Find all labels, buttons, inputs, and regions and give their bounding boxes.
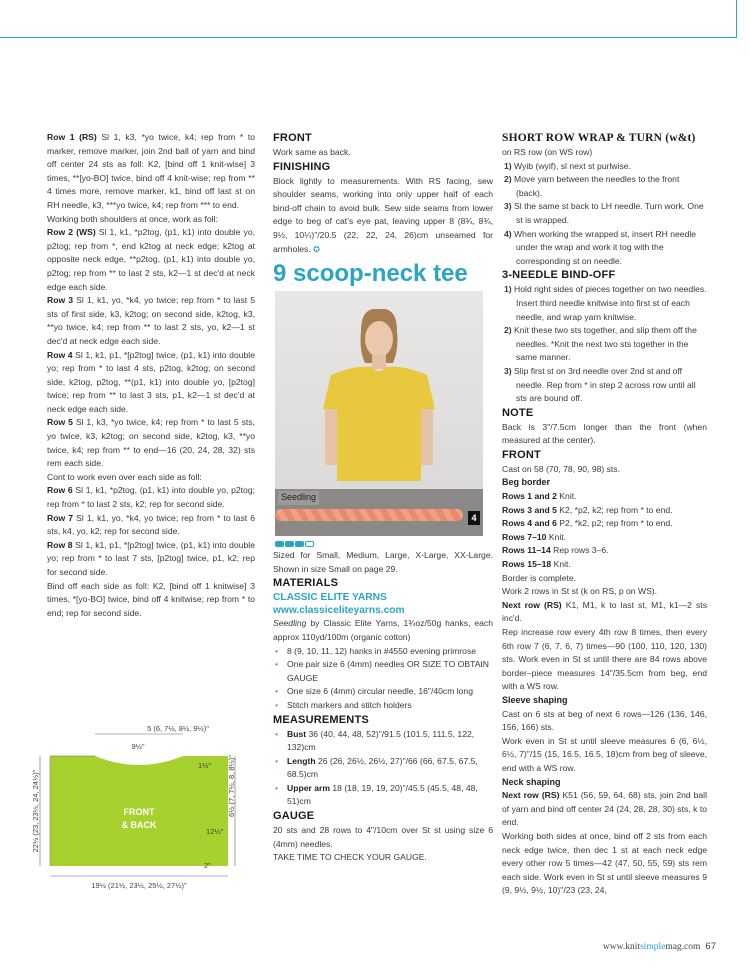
dim-border: 2" (204, 861, 211, 870)
paragraph: Work even in St st until sleeve measures 6 (6, 6½, 6½, 7)"/15 (15, 16.5, 16.5, 18)cm from beg of sleeve, end with a WS row. (502, 735, 707, 773)
subheading-sleeve: Sleeve shaping (502, 694, 568, 705)
paragraph: Row 8 Sl 1, k1, p1, *[p2tog] twice, (p1, k1) into double yo; rep from * to last 7 sts, [p2tog] twice, p1, k2; rep for second side. (47, 539, 255, 577)
model-illustration (275, 291, 483, 489)
paragraph: Rows 15–18 Knit. (502, 559, 571, 570)
paragraph: Rep increase row every 4th row 8 times, then every 6th row 7 (6, 7, 6, 7) times—90 (100, 110, 120, 130) sts. Work even in St st until there are 84 rows above border–piece measures 14"/35.5cm from beg, end with a WS row. (502, 627, 707, 692)
top-rule (0, 37, 736, 38)
page-number: 67 (705, 941, 716, 952)
paragraph: Bind off each side as foll: K2, [bind off 1 knitwise] 3 times, *[yo-BO] twice, bind off 4 knitwise; rep from * to end; rep for second side. (47, 580, 255, 618)
corner-rule (736, 0, 737, 38)
paragraph: Cont to work even over each side as foll: (47, 471, 202, 482)
list-item: • One pair size 6 (4mm) needles OR SIZE TO OBTAIN GAUGE (283, 658, 493, 685)
paragraph: Next row (RS) K1, M1, k to last st, M1, k1—2 sts inc'd. (502, 599, 707, 624)
heading-bind-off: 3-NEEDLE BIND-OFF (502, 269, 616, 282)
heading-measurements: MEASUREMENTS (273, 713, 369, 726)
list-item: • Stitch markers and stitch holders (283, 699, 493, 713)
garment-schematic (28, 716, 258, 896)
yarn-swatch (275, 489, 483, 536)
list-item: 1) Wyib (wyif), sl next st purlwise. (504, 160, 631, 171)
paragraph: Work 2 rows in St st (k on RS, p on WS). (502, 586, 658, 597)
list-item: 2) Knit these two sts together, and slip them off the needles. *Knit the next two sts together in the same manner. (504, 325, 697, 363)
paragraph: Row 7 Sl 1, k1, yo, *k4, yo twice; rep from * to last 6 sts, k4, yo, k2; rep for second side. (47, 512, 255, 537)
paragraph: Block lightly to measurements. With RS facing, sew shoulder seams, working into only upper half of each bind-off chain to avoid bulk. Sew side seams from lower edge to beg of cat's eye pat, leaving upper 8 (8¾, 8¾, 9½, 10¼)"/20.5 (22, 22, 24, 26)cm unseamed for armholes. ✪ (273, 175, 493, 254)
paragraph: Working both shoulders at once, work as foll: (47, 213, 218, 224)
heading-front: FRONT (502, 448, 541, 461)
measurements-list (273, 728, 493, 810)
swatch-label: Seedling (278, 491, 319, 505)
skill-level-icon (275, 538, 493, 546)
paragraph: Row 3 Sl 1, k1, yo, *k4, yo twice; rep from * to last 5 sts of first side, k3, k2tog; on second side, k2tog, k3, **yo twice, k4; rep from ** to last 2 sts, yo, k2—1 st dec'd at neck edge each side. (47, 295, 255, 346)
paragraph: Working both sides at once, bind off 2 sts from each neck edge twice, then dec 1 st at each neck edge every other row 5 times—42 (47, 50, 55, 59) sts rem each side. Work even in St st until sleeve measures 9 (9, 9½, 9½, 10)"/23 (23, 24, (502, 830, 707, 896)
column-left (47, 131, 255, 620)
heading-finishing: FINISHING (273, 160, 331, 173)
model-photo (275, 291, 483, 489)
label-back: & BACK (121, 820, 157, 830)
list-item: • One size 6 (4mm) circular needle, 16"/40cm long (283, 685, 493, 699)
paragraph: Border is complete. (502, 572, 577, 583)
paragraph: TAKE TIME TO CHECK YOUR GAUGE. (273, 852, 427, 863)
paragraph: Rows 7–10 Knit. (502, 531, 567, 542)
heading-note: NOTE (502, 406, 534, 419)
paragraph: Row 5 Sl 1, k3, *yo twice, k4; rep from * to last 5 sts, yo twice, k3, k2tog; on second side, k2tog, k3, **yo twice, k4; rep from ** to end—16 (20, 24, 28, 32) sts rem each side. (47, 417, 255, 469)
dim-shoulder: 9½" (131, 742, 145, 751)
paragraph: Rows 4 and 6 P2, *k2, p2; rep from * to end. (502, 518, 673, 529)
list-item: • Length 26 (26, 26½, 26½, 27)"/66 (66, 67.5, 67.5, 68.5)cm (283, 755, 493, 782)
paragraph: Cast on 58 (70, 78, 90, 98) sts. (502, 463, 620, 474)
pattern-title: 9 scoop-neck tee (273, 260, 468, 288)
subheading-neck: Neck shaping (502, 776, 561, 787)
paragraph: Back is 3"/7.5cm longer than the front (when measured at the center). (502, 421, 707, 446)
column-middle (273, 131, 493, 865)
paragraph: Rows 1 and 2 Knit. (502, 491, 577, 502)
paragraph: Rows 11–14 Rep rows 3–6. (502, 545, 609, 556)
subheading-beg-border: Beg border (502, 477, 551, 488)
list-item: 2) Move yarn between the needles to the front (back). (504, 174, 680, 198)
heading-front: FRONT (273, 132, 312, 144)
list-item: • Upper arm 18 (18, 19, 19, 20)"/45.5 (45.5, 48, 48, 51)cm (283, 782, 493, 809)
dim-neck-depth: 1½" (198, 761, 212, 770)
label-front: FRONT (123, 807, 155, 817)
dim-bottom: 19½ (21½, 23½, 25½, 27½)" (91, 881, 187, 890)
column-right (502, 131, 707, 898)
heading-materials: MATERIALS (273, 577, 339, 590)
dim-length: 22½ (23, 23½, 24, 24½)" (31, 769, 40, 853)
list-item: 4) When working the wrapped st, insert RH needle under the wrap and work it tog with the corresponding st on needle. (504, 228, 697, 266)
list-item: • 8 (9, 10, 11, 12) hanks in #4550 evening primrose (283, 645, 493, 659)
paragraph: Row 2 (WS) Sl 1, k1, *p2tog, (p1, k1) into double yo, p2tog; rep from *, end k2tog at neck edge; k2tog at opposite neck edge, **p2tog, (p1, k1) into double yo, p2tog; rep from ** to last 2 sts, k2—1 st dec'd at neck edge each side. (47, 227, 256, 292)
paragraph: Next row (RS) K51 (56, 59, 64, 68) sts, join 2nd ball of yarn and bind off center 24 (24, 28, 28, 30) sts, k to end. (502, 790, 707, 828)
paragraph: Row 1 (RS) Sl 1, k3, *yo twice, k4; rep from * to marker, remove marker, join 2nd ball of yarn and bind off center 24 sts as foll: K2, [bind off 1 knit-wise] 3 times, **[yo-BO] twice, bind off 4 knit-wise; rep from ** 4 times more, remove marker, k1, bind off last st on RH needle, k3, ***yo twice, k4; rep from *** to end. (47, 132, 255, 210)
yarn-weight-badge: 4 (468, 511, 480, 525)
yarn-strand (275, 509, 463, 521)
paragraph: Sized for Small, Medium, Large, X-Large, XX-Large. Shown in size Small on page 29. (273, 550, 493, 574)
heading-wrap-turn: SHORT ROW WRAP & TURN (w&t) (502, 132, 696, 144)
wrap-steps (502, 160, 707, 269)
paragraph: Row 4 Sl 1, k1, p1, *[p2tog] twice, (p1, k1) into double yo; rep from * to last 4 sts, p2tog, k2tog; on second side, k2tog, p2tog, **(p1, k1) into double yo, [p2tog] twice; rep from ** to last 3 sts, p1, k2—1 st dec'd at neck edge each side. (47, 349, 255, 414)
brand-name: CLASSIC ELITE YARNS (273, 592, 387, 604)
paragraph: Row 6 Sl 1, k1, *p2tog, (p1, k1) into double yo, p2tog; rep from * to last 2 sts, k2; rep for second side. (47, 485, 256, 510)
dim-body: 12½" (206, 827, 224, 836)
list-item: 3) Slip first st on 3rd needle over 2nd st and off needle. Rep from * in step 2 across row until all sts are bound off. (504, 365, 696, 404)
paragraph: Seedling by Classic Elite Yarns, 1¾oz/50g hanks, each approx 110yd/100m (organic cotton) (273, 618, 493, 642)
bind-off-steps (502, 283, 707, 405)
footer-url: www.knitsimplemag.com (602, 942, 701, 952)
paragraph: Cast on 6 sts at beg of next 6 rows—126 (136, 146, 156, 166) sts. (502, 708, 707, 733)
dim-top-width: 5 (6, 7½, 8½, 9½)" (147, 724, 209, 733)
paragraph: Work same as back. (273, 147, 351, 157)
list-item: 3) Sl the same st back to LH needle. Turn work. One st is wrapped. (504, 201, 704, 225)
paragraph: on RS row (on WS row) (502, 147, 593, 157)
dim-armhole: 6½ (7, 7½, 8, 8½)" (227, 755, 236, 817)
paragraph: Rows 3 and 5 K2, *p2, k2; rep from * to end. (502, 504, 673, 515)
end-mark-icon: ✪ (313, 244, 320, 254)
materials-list (273, 645, 493, 713)
page-footer (603, 941, 716, 952)
brand-url-link[interactable]: www.classiceliteyarns.com (273, 605, 405, 617)
list-item: 1) Hold right sides of pieces together on two needles. Insert third needle knitwise into first st of each needle, and wrap yarn knitwise. (504, 284, 707, 322)
list-item: • Bust 36 (40, 44, 48, 52)"/91.5 (101.5, 111.5, 122, 132)cm (283, 728, 493, 755)
paragraph: 20 sts and 28 rows to 4"/10cm over St st using size 6 (4mm) needles. (273, 825, 493, 849)
heading-gauge: GAUGE (273, 810, 315, 823)
